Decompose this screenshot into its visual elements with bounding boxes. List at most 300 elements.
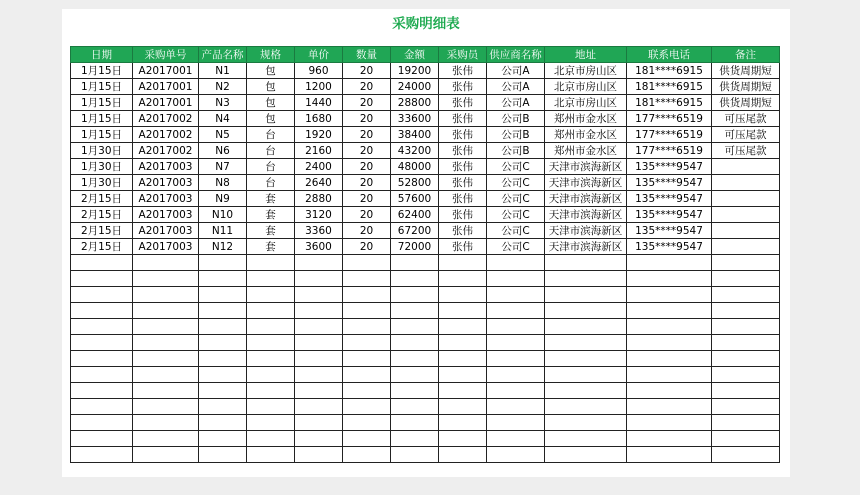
table-cell[interactable]: 公司C — [487, 239, 545, 255]
table-cell[interactable]: 张伟 — [439, 191, 487, 207]
empty-cell[interactable] — [295, 335, 343, 351]
empty-cell[interactable] — [391, 319, 439, 335]
empty-cell[interactable] — [627, 319, 712, 335]
empty-cell[interactable] — [199, 447, 247, 463]
empty-cell[interactable] — [391, 255, 439, 271]
table-cell[interactable]: 177****6519 — [627, 111, 712, 127]
empty-cell[interactable] — [343, 271, 391, 287]
table-cell[interactable]: 公司B — [487, 143, 545, 159]
table-cell[interactable]: 套 — [247, 239, 295, 255]
table-cell[interactable]: 张伟 — [439, 239, 487, 255]
table-cell[interactable]: 48000 — [391, 159, 439, 175]
empty-cell[interactable] — [295, 383, 343, 399]
table-cell[interactable]: 供货周期短 — [712, 95, 780, 111]
empty-cell[interactable] — [133, 255, 199, 271]
empty-cell[interactable] — [487, 287, 545, 303]
empty-cell[interactable] — [247, 319, 295, 335]
table-cell[interactable]: 135****9547 — [627, 175, 712, 191]
empty-cell[interactable] — [627, 255, 712, 271]
table-cell[interactable]: 张伟 — [439, 223, 487, 239]
table-cell[interactable] — [712, 207, 780, 223]
empty-cell[interactable] — [247, 367, 295, 383]
table-cell[interactable]: 张伟 — [439, 143, 487, 159]
table-cell[interactable]: 20 — [343, 63, 391, 79]
table-cell[interactable]: N8 — [199, 175, 247, 191]
table-cell[interactable]: A2017001 — [133, 79, 199, 95]
empty-cell[interactable] — [712, 351, 780, 367]
empty-cell[interactable] — [247, 383, 295, 399]
empty-cell[interactable] — [71, 447, 133, 463]
empty-cell[interactable] — [712, 399, 780, 415]
table-cell[interactable]: 1月15日 — [71, 127, 133, 143]
empty-cell[interactable] — [343, 447, 391, 463]
empty-cell[interactable] — [627, 287, 712, 303]
empty-cell[interactable] — [199, 431, 247, 447]
empty-cell[interactable] — [545, 303, 627, 319]
empty-cell[interactable] — [439, 351, 487, 367]
table-cell[interactable]: 天津市滨海新区 — [545, 175, 627, 191]
table-cell[interactable]: 公司A — [487, 63, 545, 79]
empty-cell[interactable] — [487, 335, 545, 351]
table-cell[interactable]: N5 — [199, 127, 247, 143]
empty-cell[interactable] — [545, 399, 627, 415]
empty-cell[interactable] — [71, 351, 133, 367]
empty-cell[interactable] — [133, 271, 199, 287]
header-cell[interactable]: 备注 — [712, 47, 780, 63]
empty-cell[interactable] — [133, 447, 199, 463]
header-cell[interactable]: 单价 — [295, 47, 343, 63]
table-cell[interactable]: 20 — [343, 143, 391, 159]
empty-cell[interactable] — [133, 415, 199, 431]
header-cell[interactable]: 产品名称 — [199, 47, 247, 63]
empty-cell[interactable] — [199, 255, 247, 271]
empty-cell[interactable] — [627, 351, 712, 367]
empty-cell[interactable] — [71, 319, 133, 335]
table-cell[interactable]: 20 — [343, 207, 391, 223]
table-cell[interactable]: 135****9547 — [627, 159, 712, 175]
empty-cell[interactable] — [343, 287, 391, 303]
table-cell[interactable]: A2017003 — [133, 223, 199, 239]
empty-cell[interactable] — [712, 335, 780, 351]
empty-cell[interactable] — [295, 287, 343, 303]
table-cell[interactable]: 181****6915 — [627, 63, 712, 79]
empty-cell[interactable] — [199, 303, 247, 319]
empty-cell[interactable] — [343, 399, 391, 415]
empty-cell[interactable] — [391, 287, 439, 303]
empty-cell[interactable] — [247, 271, 295, 287]
empty-cell[interactable] — [439, 271, 487, 287]
table-cell[interactable]: 2月15日 — [71, 223, 133, 239]
empty-cell[interactable] — [545, 255, 627, 271]
table-cell[interactable]: 2640 — [295, 175, 343, 191]
table-cell[interactable]: 20 — [343, 111, 391, 127]
table-cell[interactable]: 张伟 — [439, 95, 487, 111]
empty-cell[interactable] — [712, 287, 780, 303]
table-cell[interactable] — [712, 159, 780, 175]
empty-cell[interactable] — [71, 399, 133, 415]
empty-cell[interactable] — [391, 415, 439, 431]
table-cell[interactable]: 供货周期短 — [712, 63, 780, 79]
empty-cell[interactable] — [439, 255, 487, 271]
empty-cell[interactable] — [439, 303, 487, 319]
empty-cell[interactable] — [199, 335, 247, 351]
empty-cell[interactable] — [391, 367, 439, 383]
empty-cell[interactable] — [247, 431, 295, 447]
empty-cell[interactable] — [295, 351, 343, 367]
empty-cell[interactable] — [247, 335, 295, 351]
table-cell[interactable]: 62400 — [391, 207, 439, 223]
table-cell[interactable]: A2017003 — [133, 239, 199, 255]
table-cell[interactable]: A2017002 — [133, 143, 199, 159]
empty-cell[interactable] — [343, 335, 391, 351]
table-cell[interactable]: 43200 — [391, 143, 439, 159]
empty-cell[interactable] — [247, 303, 295, 319]
empty-cell[interactable] — [545, 415, 627, 431]
table-cell[interactable]: 1月30日 — [71, 159, 133, 175]
empty-cell[interactable] — [487, 447, 545, 463]
empty-cell[interactable] — [712, 415, 780, 431]
table-cell[interactable]: 台 — [247, 159, 295, 175]
table-cell[interactable]: 3360 — [295, 223, 343, 239]
empty-cell[interactable] — [343, 431, 391, 447]
empty-cell[interactable] — [439, 319, 487, 335]
table-cell[interactable]: 177****6519 — [627, 143, 712, 159]
empty-cell[interactable] — [712, 383, 780, 399]
empty-cell[interactable] — [295, 271, 343, 287]
table-cell[interactable]: 公司B — [487, 111, 545, 127]
empty-cell[interactable] — [545, 367, 627, 383]
table-cell[interactable]: 公司C — [487, 175, 545, 191]
header-cell[interactable]: 金额 — [391, 47, 439, 63]
table-cell[interactable]: 177****6519 — [627, 127, 712, 143]
table-cell[interactable]: 郑州市金水区 — [545, 143, 627, 159]
empty-cell[interactable] — [199, 383, 247, 399]
empty-cell[interactable] — [71, 303, 133, 319]
empty-cell[interactable] — [133, 351, 199, 367]
table-cell[interactable]: 台 — [247, 143, 295, 159]
empty-cell[interactable] — [133, 319, 199, 335]
table-cell[interactable]: 3600 — [295, 239, 343, 255]
table-cell[interactable] — [712, 239, 780, 255]
table-cell[interactable]: 天津市滨海新区 — [545, 207, 627, 223]
table-cell[interactable]: 1440 — [295, 95, 343, 111]
table-cell[interactable]: 天津市滨海新区 — [545, 239, 627, 255]
empty-cell[interactable] — [627, 335, 712, 351]
empty-cell[interactable] — [545, 335, 627, 351]
table-cell[interactable]: 1200 — [295, 79, 343, 95]
table-cell[interactable]: 2月15日 — [71, 191, 133, 207]
empty-cell[interactable] — [133, 431, 199, 447]
empty-cell[interactable] — [295, 367, 343, 383]
empty-cell[interactable] — [133, 399, 199, 415]
table-cell[interactable]: 57600 — [391, 191, 439, 207]
table-cell[interactable]: N12 — [199, 239, 247, 255]
empty-cell[interactable] — [71, 287, 133, 303]
empty-cell[interactable] — [545, 431, 627, 447]
table-cell[interactable]: 可压尾款 — [712, 127, 780, 143]
empty-cell[interactable] — [199, 351, 247, 367]
table-cell[interactable]: N4 — [199, 111, 247, 127]
header-cell[interactable]: 规格 — [247, 47, 295, 63]
table-cell[interactable]: 20 — [343, 79, 391, 95]
empty-cell[interactable] — [343, 383, 391, 399]
table-cell[interactable]: 包 — [247, 95, 295, 111]
table-cell[interactable]: 公司C — [487, 207, 545, 223]
table-cell[interactable]: 台 — [247, 175, 295, 191]
empty-cell[interactable] — [439, 447, 487, 463]
table-cell[interactable]: 181****6915 — [627, 95, 712, 111]
table-cell[interactable]: 包 — [247, 111, 295, 127]
table-cell[interactable]: 1680 — [295, 111, 343, 127]
empty-cell[interactable] — [295, 255, 343, 271]
table-cell[interactable]: 公司B — [487, 127, 545, 143]
empty-cell[interactable] — [487, 351, 545, 367]
table-cell[interactable]: 181****6915 — [627, 79, 712, 95]
table-cell[interactable]: N10 — [199, 207, 247, 223]
table-cell[interactable]: N2 — [199, 79, 247, 95]
table-cell[interactable] — [712, 175, 780, 191]
empty-cell[interactable] — [295, 431, 343, 447]
table-cell[interactable]: 135****9547 — [627, 223, 712, 239]
table-cell[interactable] — [712, 191, 780, 207]
table-cell[interactable]: 天津市滨海新区 — [545, 191, 627, 207]
table-cell[interactable]: A2017001 — [133, 63, 199, 79]
empty-cell[interactable] — [627, 447, 712, 463]
empty-cell[interactable] — [247, 287, 295, 303]
header-cell[interactable]: 数量 — [343, 47, 391, 63]
table-cell[interactable]: 北京市房山区 — [545, 95, 627, 111]
empty-cell[interactable] — [712, 319, 780, 335]
empty-cell[interactable] — [71, 431, 133, 447]
table-cell[interactable]: 张伟 — [439, 175, 487, 191]
empty-cell[interactable] — [545, 271, 627, 287]
empty-cell[interactable] — [199, 319, 247, 335]
table-cell[interactable]: 套 — [247, 207, 295, 223]
empty-cell[interactable] — [71, 415, 133, 431]
table-cell[interactable]: A2017003 — [133, 159, 199, 175]
table-cell[interactable]: 20 — [343, 127, 391, 143]
table-cell[interactable]: 天津市滨海新区 — [545, 159, 627, 175]
empty-cell[interactable] — [627, 303, 712, 319]
empty-cell[interactable] — [391, 271, 439, 287]
table-cell[interactable]: 72000 — [391, 239, 439, 255]
empty-cell[interactable] — [712, 255, 780, 271]
table-cell[interactable]: 套 — [247, 223, 295, 239]
header-cell[interactable]: 采购员 — [439, 47, 487, 63]
table-cell[interactable]: 2880 — [295, 191, 343, 207]
empty-cell[interactable] — [71, 271, 133, 287]
header-cell[interactable]: 供应商名称 — [487, 47, 545, 63]
empty-cell[interactable] — [133, 383, 199, 399]
table-cell[interactable]: 960 — [295, 63, 343, 79]
table-cell[interactable]: A2017001 — [133, 95, 199, 111]
table-cell[interactable]: 张伟 — [439, 207, 487, 223]
empty-cell[interactable] — [627, 399, 712, 415]
empty-cell[interactable] — [627, 383, 712, 399]
empty-cell[interactable] — [545, 383, 627, 399]
empty-cell[interactable] — [627, 431, 712, 447]
table-cell[interactable]: A2017003 — [133, 191, 199, 207]
table-cell[interactable]: 可压尾款 — [712, 111, 780, 127]
empty-cell[interactable] — [391, 399, 439, 415]
empty-cell[interactable] — [487, 431, 545, 447]
empty-cell[interactable] — [133, 335, 199, 351]
empty-cell[interactable] — [712, 447, 780, 463]
empty-cell[interactable] — [439, 335, 487, 351]
empty-cell[interactable] — [439, 383, 487, 399]
empty-cell[interactable] — [199, 271, 247, 287]
table-cell[interactable]: 1920 — [295, 127, 343, 143]
empty-cell[interactable] — [71, 335, 133, 351]
table-cell[interactable]: 公司A — [487, 95, 545, 111]
table-cell[interactable]: A2017002 — [133, 111, 199, 127]
empty-cell[interactable] — [133, 287, 199, 303]
empty-cell[interactable] — [545, 351, 627, 367]
empty-cell[interactable] — [343, 303, 391, 319]
empty-cell[interactable] — [133, 303, 199, 319]
empty-cell[interactable] — [199, 399, 247, 415]
empty-cell[interactable] — [439, 367, 487, 383]
empty-cell[interactable] — [487, 255, 545, 271]
table-cell[interactable]: 张伟 — [439, 159, 487, 175]
header-cell[interactable]: 地址 — [545, 47, 627, 63]
empty-cell[interactable] — [247, 399, 295, 415]
table-cell[interactable]: 供货周期短 — [712, 79, 780, 95]
table-cell[interactable]: 38400 — [391, 127, 439, 143]
empty-cell[interactable] — [247, 351, 295, 367]
table-cell[interactable]: 张伟 — [439, 79, 487, 95]
empty-cell[interactable] — [343, 367, 391, 383]
table-cell[interactable]: N1 — [199, 63, 247, 79]
table-cell[interactable]: 20 — [343, 175, 391, 191]
empty-cell[interactable] — [295, 415, 343, 431]
table-cell[interactable]: 公司C — [487, 159, 545, 175]
empty-cell[interactable] — [712, 367, 780, 383]
empty-cell[interactable] — [391, 383, 439, 399]
empty-cell[interactable] — [712, 303, 780, 319]
table-cell[interactable]: 张伟 — [439, 63, 487, 79]
table-cell[interactable]: 公司C — [487, 191, 545, 207]
table-cell[interactable]: N7 — [199, 159, 247, 175]
empty-cell[interactable] — [439, 399, 487, 415]
table-cell[interactable]: 北京市房山区 — [545, 79, 627, 95]
table-cell[interactable]: 郑州市金水区 — [545, 111, 627, 127]
header-cell[interactable]: 日期 — [71, 47, 133, 63]
empty-cell[interactable] — [391, 303, 439, 319]
table-cell[interactable]: 20 — [343, 95, 391, 111]
empty-cell[interactable] — [199, 367, 247, 383]
table-cell[interactable]: 2400 — [295, 159, 343, 175]
empty-cell[interactable] — [247, 415, 295, 431]
table-cell[interactable]: 北京市房山区 — [545, 63, 627, 79]
table-cell[interactable]: 20 — [343, 159, 391, 175]
empty-cell[interactable] — [439, 415, 487, 431]
empty-cell[interactable] — [247, 447, 295, 463]
empty-cell[interactable] — [247, 255, 295, 271]
empty-cell[interactable] — [545, 447, 627, 463]
table-cell[interactable]: 台 — [247, 127, 295, 143]
table-cell[interactable]: 郑州市金水区 — [545, 127, 627, 143]
empty-cell[interactable] — [133, 367, 199, 383]
empty-cell[interactable] — [627, 415, 712, 431]
empty-cell[interactable] — [439, 287, 487, 303]
table-cell[interactable] — [712, 223, 780, 239]
empty-cell[interactable] — [295, 447, 343, 463]
table-cell[interactable]: N3 — [199, 95, 247, 111]
empty-cell[interactable] — [545, 287, 627, 303]
table-cell[interactable]: 张伟 — [439, 111, 487, 127]
empty-cell[interactable] — [391, 447, 439, 463]
empty-cell[interactable] — [487, 303, 545, 319]
empty-cell[interactable] — [487, 367, 545, 383]
empty-cell[interactable] — [627, 367, 712, 383]
table-cell[interactable]: 公司A — [487, 79, 545, 95]
table-cell[interactable]: 1月15日 — [71, 79, 133, 95]
table-cell[interactable]: 135****9547 — [627, 191, 712, 207]
table-cell[interactable]: 3120 — [295, 207, 343, 223]
table-cell[interactable]: 2月15日 — [71, 239, 133, 255]
table-cell[interactable]: A2017003 — [133, 207, 199, 223]
table-cell[interactable]: A2017003 — [133, 175, 199, 191]
table-cell[interactable]: 20 — [343, 223, 391, 239]
table-cell[interactable]: 2月15日 — [71, 207, 133, 223]
table-cell[interactable]: N6 — [199, 143, 247, 159]
table-cell[interactable]: 包 — [247, 63, 295, 79]
empty-cell[interactable] — [71, 383, 133, 399]
empty-cell[interactable] — [487, 415, 545, 431]
empty-cell[interactable] — [487, 383, 545, 399]
table-cell[interactable]: 套 — [247, 191, 295, 207]
empty-cell[interactable] — [712, 271, 780, 287]
table-cell[interactable]: 19200 — [391, 63, 439, 79]
empty-cell[interactable] — [343, 319, 391, 335]
table-cell[interactable]: 24000 — [391, 79, 439, 95]
header-cell[interactable]: 采购单号 — [133, 47, 199, 63]
table-cell[interactable]: 公司C — [487, 223, 545, 239]
table-cell[interactable]: A2017002 — [133, 127, 199, 143]
table-cell[interactable]: 135****9547 — [627, 239, 712, 255]
empty-cell[interactable] — [391, 351, 439, 367]
table-cell[interactable]: 2160 — [295, 143, 343, 159]
table-cell[interactable]: 1月15日 — [71, 95, 133, 111]
table-cell[interactable]: 135****9547 — [627, 207, 712, 223]
table-cell[interactable]: 20 — [343, 191, 391, 207]
table-cell[interactable]: 可压尾款 — [712, 143, 780, 159]
empty-cell[interactable] — [295, 319, 343, 335]
empty-cell[interactable] — [391, 335, 439, 351]
table-cell[interactable]: 20 — [343, 239, 391, 255]
empty-cell[interactable] — [545, 319, 627, 335]
table-cell[interactable]: N9 — [199, 191, 247, 207]
empty-cell[interactable] — [343, 255, 391, 271]
empty-cell[interactable] — [343, 415, 391, 431]
table-cell[interactable]: 天津市滨海新区 — [545, 223, 627, 239]
table-cell[interactable]: 67200 — [391, 223, 439, 239]
table-cell[interactable]: 1月30日 — [71, 175, 133, 191]
empty-cell[interactable] — [487, 319, 545, 335]
table-cell[interactable]: N11 — [199, 223, 247, 239]
empty-cell[interactable] — [487, 271, 545, 287]
empty-cell[interactable] — [439, 431, 487, 447]
empty-cell[interactable] — [343, 351, 391, 367]
empty-cell[interactable] — [71, 255, 133, 271]
empty-cell[interactable] — [199, 287, 247, 303]
empty-cell[interactable] — [391, 431, 439, 447]
table-cell[interactable]: 1月30日 — [71, 143, 133, 159]
empty-cell[interactable] — [295, 399, 343, 415]
empty-cell[interactable] — [627, 271, 712, 287]
empty-cell[interactable] — [71, 367, 133, 383]
